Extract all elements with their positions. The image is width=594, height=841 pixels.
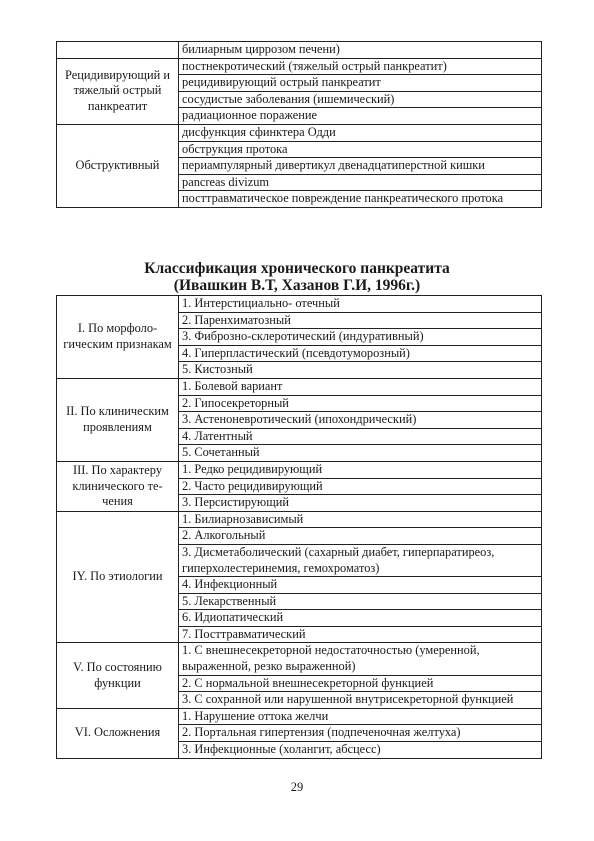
item-cell: 2. Алкогольный	[179, 528, 542, 545]
item-cell: 6. Идиопатический	[179, 610, 542, 627]
category-cell: IY. По этиологии	[57, 511, 179, 643]
category-cell	[57, 42, 179, 59]
page-number: 29	[290, 780, 304, 794]
table-row	[57, 58, 542, 75]
table-row	[57, 378, 542, 395]
item-cell: сосудистые заболевания (ишемический)	[179, 91, 542, 108]
item-cell: рецидивирующий острый панкреатит	[179, 75, 542, 92]
item-cell: 5. Лекарственный	[179, 593, 542, 610]
category-cell: Рецидивирующий и тяжелый острый панкреатит	[57, 58, 179, 124]
item-cell: 3. Дисметаболический (сахарный диабет, гиперпаратиреоз, гиперхолестеринемия, гемохроматоз)	[179, 544, 542, 576]
category-cell: I. По морфологическим признакам	[57, 296, 179, 379]
item-cell: 2. Гипосекреторный	[179, 395, 542, 412]
item-cell: радиационное поражение	[179, 108, 542, 125]
classification-table-body	[57, 296, 542, 759]
etiology-continuation-table	[56, 41, 542, 208]
item-cell: 5. Сочетанный	[179, 445, 542, 462]
table-row	[57, 708, 542, 725]
classification-title: Классификация хронического панкреатита	[144, 260, 450, 277]
item-cell: 1. Билиарнозависимый	[179, 511, 542, 528]
classification-table	[56, 295, 542, 759]
item-cell: 3. Фиброзно-склеротический (индуративный)	[179, 329, 542, 346]
item-cell: обструкция протока	[179, 141, 542, 158]
table-row	[57, 124, 542, 141]
item-cell: 1. Интерстициально- отечный	[179, 296, 542, 313]
category-cell: VI. Осложнения	[57, 708, 179, 758]
item-cell: 2. Паренхиматозный	[179, 312, 542, 329]
item-cell: билиарным циррозом печени)	[179, 42, 542, 59]
item-cell: 2. Портальная гипертензия (подпеченочная желтуха)	[179, 725, 542, 742]
category-cell: II. По клиническим проявлениям	[57, 378, 179, 461]
item-cell: 2. С нормальной внешнесекреторной функцией	[179, 675, 542, 692]
table-row	[57, 296, 542, 313]
table-row	[57, 643, 542, 675]
category-cell: V. По состоянию функции	[57, 643, 179, 708]
table-row	[57, 461, 542, 478]
item-cell: 2. Часто рецидивирующий	[179, 478, 542, 495]
item-cell: 1. С внешнесекреторной недостаточностью (умеренной, выраженной, резко выраженной)	[179, 643, 542, 675]
classification-subtitle: (Ивашкин В.Т, Хазанов Г.И, 1996г.)	[173, 277, 421, 294]
etiology-table-body	[57, 42, 542, 208]
item-cell: 3. С сохранной или нарушенной внутрисекреторной функцией	[179, 692, 542, 709]
item-cell: 4. Гиперпластический (псевдотуморозный)	[179, 345, 542, 362]
item-cell: 7. Посттравматический	[179, 626, 542, 643]
category-cell: Обструктивный	[57, 124, 179, 207]
item-cell: 1. Нарушение оттока желчи	[179, 708, 542, 725]
table-row	[57, 511, 542, 528]
item-cell: 4. Латентный	[179, 428, 542, 445]
item-cell: 5. Кистозный	[179, 362, 542, 379]
item-cell: 3. Персистирующий	[179, 495, 542, 512]
item-cell: периампулярный дивертикул двенадцатиперстной кишки	[179, 158, 542, 175]
item-cell: 3. Астеноневротический (ипохондрический)	[179, 412, 542, 429]
item-cell: дисфункция сфинктера Одди	[179, 124, 542, 141]
table-row	[57, 42, 542, 59]
item-cell: посттравматическое повреждение панкреатического протока	[179, 191, 542, 208]
item-cell: 1. Болевой вариант	[179, 378, 542, 395]
item-cell: 4. Инфекционный	[179, 577, 542, 594]
item-cell: 3. Инфекционные (холангит, абсцесс)	[179, 742, 542, 759]
item-cell: 1. Редко рецидивирующий	[179, 461, 542, 478]
item-cell: pancreas divizum	[179, 174, 542, 191]
item-cell: постнекротический (тяжелый острый панкреатит)	[179, 58, 542, 75]
category-cell: III. По характеру клинического течения	[57, 461, 179, 511]
